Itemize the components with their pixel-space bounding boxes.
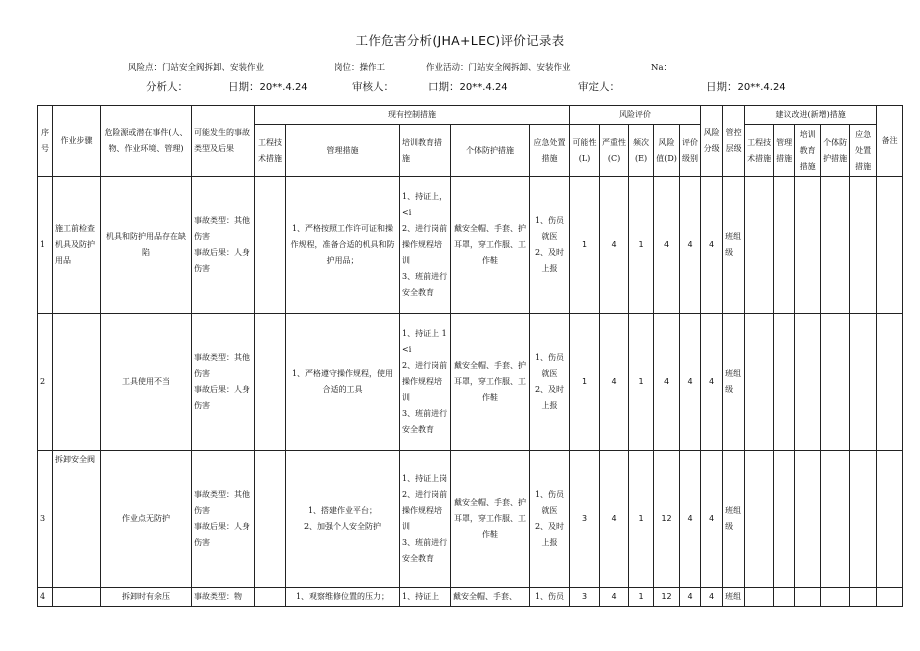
form-title: 工作危害分析(JHA+LEC)评价记录表 (355, 33, 565, 48)
row-consequence: 事故类型：物 (192, 588, 255, 607)
date-field-3 (706, 79, 786, 94)
row-E: 1 (629, 177, 654, 314)
row-consequence: 事故类型：其他伤害 事故后果：人身伤害 (192, 314, 255, 451)
row-L: 3 (570, 451, 600, 588)
number-label: Na： (651, 63, 673, 73)
header-row-1 (38, 106, 903, 125)
row-D: 12 (654, 588, 680, 607)
row-emergency: 1、伤员就医 2、及时上报 (530, 451, 570, 588)
row-step: 施工前检查机具及防护用品 (53, 177, 101, 314)
row-control: 班组级 (723, 314, 745, 451)
header-s-management: 管理措施 (774, 125, 795, 177)
header-s-training: 培训教育措施 (795, 125, 821, 177)
position: 岗位：操作工 (334, 63, 386, 73)
date-value-1: 20**.4.24 (259, 82, 308, 93)
header-note: 备注 (877, 106, 903, 177)
row-E: 1 (629, 588, 654, 607)
row-level: 4 (680, 177, 701, 314)
header-C: 严重性(C) (600, 125, 629, 177)
approver-label: 审定人： (578, 81, 620, 93)
row-seq: 3 (38, 451, 53, 588)
row-ppe: 戴安全帽、手套、护耳罩，穿工作服、工作鞋 (451, 314, 530, 451)
row-C: 4 (600, 314, 629, 451)
header-step: 作业步骤 (53, 106, 101, 177)
row-management: 1、严格遵守操作规程，使用合适的工具 (286, 314, 400, 451)
header-level: 评价级别 (680, 125, 701, 177)
header-D: 风险值(D) (654, 125, 680, 177)
row-L: 1 (570, 177, 600, 314)
table-row (38, 588, 903, 607)
header-current-controls: 现有控制措施 (255, 106, 570, 125)
row-seq: 1 (38, 177, 53, 314)
table-row (38, 177, 903, 314)
row-step: 拆卸安全阀 (53, 451, 101, 588)
row-seq: 2 (38, 314, 53, 451)
header-consequence: 可能发生的事故类型及后果 (192, 106, 255, 177)
table-row (38, 314, 903, 451)
row-management: 1、观察维修位置的压力； (286, 588, 400, 607)
header-risk-eval: 风险评价 (570, 106, 701, 125)
analyst-label: 分析人： (146, 81, 188, 93)
row-level: 4 (680, 451, 701, 588)
row-engineering (255, 451, 286, 588)
row-L: 1 (570, 314, 600, 451)
header-seq: 序号 (38, 106, 53, 177)
row-consequence: 事故类型：其他伤害 事故后果：人身伤害 (192, 451, 255, 588)
row-training: 1、持证上 1<i 2、进行岗前操作规程培训 3、班前进行安全教育 (400, 314, 451, 451)
row-step (53, 314, 101, 451)
row-E: 1 (629, 314, 654, 451)
header-hazard: 危险源或潜在事件(人、物、作业环境、管理) (101, 106, 192, 177)
header-training: 培训教育措施 (400, 125, 451, 177)
row-ppe: 戴安全帽、手套、护耳罩，穿工作服、工作鞋 (451, 177, 530, 314)
row-training: 1、持证上 (400, 588, 451, 607)
risk-point: 风险点：门站安全阀拆卸、安装作业 (128, 63, 265, 73)
row-emergency: 1、伤员 (530, 588, 570, 607)
header-emergency: 应急处置措施 (530, 125, 570, 177)
row-D: 4 (654, 177, 680, 314)
row-C: 4 (600, 588, 629, 607)
row-D: 4 (654, 314, 680, 451)
row-C: 4 (600, 451, 629, 588)
header-ppe: 个体防护措施 (451, 125, 530, 177)
header-s-emergency: 应急处置措施 (850, 125, 877, 177)
row-engineering (255, 588, 286, 607)
row-D: 12 (654, 451, 680, 588)
row-C: 4 (600, 177, 629, 314)
date-label-2: 口期： (428, 81, 460, 93)
row-control: 班组级 (723, 177, 745, 314)
header-grade: 风险分级 (701, 106, 723, 177)
row-grade: 4 (701, 314, 723, 451)
row-level: 4 (680, 314, 701, 451)
header-s-ppe: 个体防护措施 (821, 125, 850, 177)
row-grade: 4 (701, 177, 723, 314)
row-training: 1、持证上岗 2、进行岗前操作规程培训 3、班前进行安全教育 (400, 451, 451, 588)
date-field-2 (428, 79, 508, 94)
date-label-3: 日期： (706, 81, 738, 93)
row-control: 班组级 (723, 451, 745, 588)
row-ppe: 戴安全帽、手套、 (451, 588, 530, 607)
table-row (38, 451, 903, 588)
row-engineering (255, 177, 286, 314)
row-engineering (255, 314, 286, 451)
date-value-2: 20**.4.24 (459, 82, 508, 93)
header-s-engineering: 工程技术措施 (745, 125, 774, 177)
row-ppe: 戴安全帽、手套、护耳罩，穿工作服、工作鞋 (451, 451, 530, 588)
header-engineering: 工程技术措施 (255, 125, 286, 177)
row-management: 1、搭建作业平台； 2、加强个人安全防护 (286, 451, 400, 588)
row-consequence: 事故类型：其他伤害 事故后果：人身伤害 (192, 177, 255, 314)
row-hazard: 拆卸时有余压 (101, 588, 192, 607)
date-label-1: 日期： (228, 81, 260, 93)
row-hazard: 工具使用不当 (101, 314, 192, 451)
row-step (53, 588, 101, 607)
row-hazard: 机具和防护用品存在缺陷 (101, 177, 192, 314)
row-L: 3 (570, 588, 600, 607)
row-control: 班组 (723, 588, 745, 607)
header-management: 管理措施 (286, 125, 400, 177)
work-activity: 作业活动：门站安全阀拆卸、安装作业 (426, 63, 571, 73)
row-hazard: 作业点无防护 (101, 451, 192, 588)
date-value-3: 20**.4.24 (737, 82, 786, 93)
row-emergency: 1、伤员就医 2、及时上报 (530, 177, 570, 314)
reviewer-label: 审核人： (352, 81, 394, 93)
row-grade: 4 (701, 588, 723, 607)
row-management: 1、严格按照工作许可证和操作规程，准备合适的机具和防护用品； (286, 177, 400, 314)
header-control-level: 管控层级 (723, 106, 745, 177)
header-L: 可能性(L) (570, 125, 600, 177)
header-suggest: 建议改进(新增)措施 (745, 106, 877, 125)
row-training: 1、持证上，<i 2、进行岗前操作规程培训 3、班前进行安全教育 (400, 177, 451, 314)
row-grade: 4 (701, 451, 723, 588)
row-level: 4 (680, 588, 701, 607)
header-E: 频次(E) (629, 125, 654, 177)
jha-table (37, 105, 903, 607)
row-emergency: 1、伤员就医 2、及时上报 (530, 314, 570, 451)
row-seq: 4 (38, 588, 53, 607)
date-field-1 (228, 79, 308, 94)
row-E: 1 (629, 451, 654, 588)
